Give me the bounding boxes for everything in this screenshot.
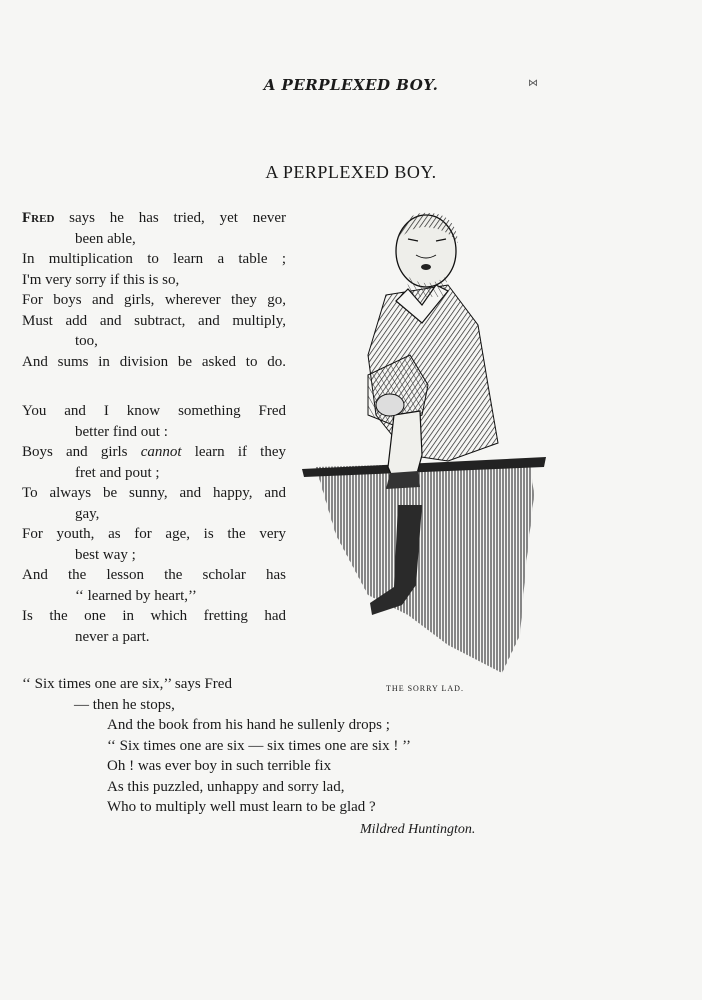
- page-mark: ⋈: [528, 78, 538, 89]
- poem-title: A PERPLEXED BOY.: [265, 162, 437, 182]
- poem-line: In multiplication to learn a table ;: [22, 251, 286, 267]
- poem-line: ‘‘ Six times one are six,’’ says Fred: [22, 676, 232, 692]
- poem-line: Is the one in which fretting had: [22, 608, 286, 624]
- poem-line: best way ;: [75, 546, 136, 563]
- poem-line: To always be sunny, and happy, and: [22, 485, 286, 501]
- poem-line: never a part.: [75, 628, 150, 645]
- poem-line: For boys and girls, wherever they go,: [22, 292, 286, 308]
- boy-sitting-on-wall-illustration: [298, 205, 548, 675]
- stanza-1: [22, 208, 286, 372]
- poem-line: Oh ! was ever boy in such terrible fix: [107, 758, 332, 774]
- poem-line: — then he stops,: [74, 696, 175, 713]
- poem-line: And the book from his hand he sullenly drops ;: [107, 717, 390, 733]
- poem-line: And sums in division be asked to do.: [22, 353, 286, 370]
- poem-line: ‘‘ learned by heart,’’: [75, 587, 197, 604]
- poem-line: As this puzzled, unhappy and sorry lad,: [107, 778, 345, 795]
- author-signature: Mildred Huntington.: [360, 822, 476, 837]
- poem-line: [22, 442, 286, 463]
- emphasis-word: cannot: [140, 444, 182, 460]
- drop-word: Fred: [22, 210, 55, 226]
- poem-line: better find out :: [75, 423, 168, 440]
- poem-line-text: learn if they: [181, 444, 286, 460]
- poem-line: [22, 208, 286, 229]
- poem-line: For youth, as for age, is the very: [22, 526, 286, 542]
- running-head: A PERPLEXED BOY.: [263, 76, 439, 94]
- poem-line-text: Boys and girls: [22, 444, 141, 460]
- poem-line: Who to multiply well must learn to be glad ?: [107, 799, 376, 815]
- poem-line: too,: [75, 333, 98, 349]
- poem-line: You and I know something Fred: [22, 403, 286, 419]
- stanza-3: [22, 674, 502, 818]
- poem-line: ‘‘ Six times one are six — six times one are six ! ’’: [107, 737, 411, 754]
- poem-line: Must add and subtract, and multiply,: [22, 312, 286, 329]
- poem-line: fret and pout ;: [75, 464, 160, 481]
- poem-line: gay,: [75, 505, 100, 522]
- poem-line-text: says he has tried, yet never: [54, 210, 286, 226]
- poem-line: And the lesson the scholar has: [22, 567, 286, 583]
- stanza-2: [22, 401, 286, 647]
- poem-line: been able,: [75, 230, 136, 247]
- poem-line: I'm very sorry if this is so,: [22, 271, 180, 288]
- illustration-caption: THE SORRY LAD.: [386, 684, 464, 693]
